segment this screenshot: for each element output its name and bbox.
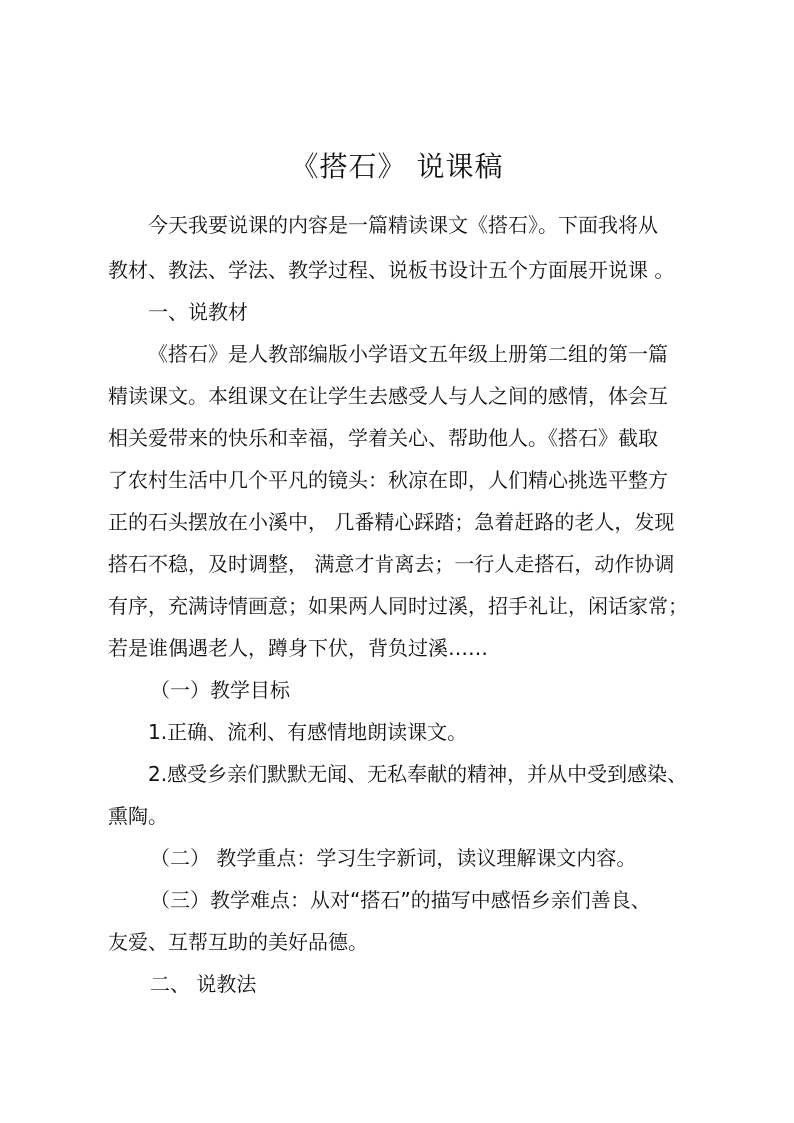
paragraph-line: 正的石头摆放在小溪中， 几番精心踩踏；急着赶路的老人，发现 [108, 510, 675, 534]
paragraph-line: 若是谁偶遇老人，蹲身下伏，背负过溪…… [108, 636, 488, 660]
section-heading: 一、说教材 [148, 300, 248, 324]
paragraph-line: 有序，充满诗情画意；如果两人同时过溪，招手礼让，闲话家常； [108, 594, 688, 618]
paragraph-line: 了农村生活中几个平凡的镜头：秋凉在即，人们精心挑选平整方 [108, 468, 668, 492]
list-item: 1.正确、流利、有感情地朗读课文。 [148, 720, 468, 744]
paragraph-line: 搭石不稳，及时调整， 满意才肯离去；一行人走搭石，动作协调 [108, 552, 675, 576]
paragraph-line: 相关爱带来的快乐和幸福，学着关心、帮助他人。《搭石》截取 [108, 426, 658, 450]
paragraph-line: 教材、教法、学法、教学过程、说板书设计五个方面展开说课 。 [108, 258, 675, 282]
paragraph-line: 《搭石》是人教部编版小学语文五年级上册第二组的第一篇 [148, 342, 668, 366]
list-item: 2.感受乡亲们默默无闻、无私奉献的精神，并从中受到感染、 [148, 762, 688, 786]
subsection-heading: （三）教学难点：从对“搭石”的描写中感悟乡亲们善良、 [150, 888, 651, 912]
list-item-continuation: 熏陶。 [108, 804, 168, 828]
paragraph-line: 友爱、互帮互助的美好品德。 [108, 930, 368, 954]
subsection-heading: （一）教学目标 [150, 678, 290, 702]
paragraph-line: 今天我要说课的内容是一篇精读课文《搭石》。下面我将从 [148, 213, 658, 237]
subsection-heading: （二） 教学重点：学习生字新词，读议理解课文内容。 [150, 846, 637, 870]
paragraph-line: 精读课文。本组课文在让学生去感受人与人之间的感情，体会互 [108, 384, 668, 408]
section-heading: 二、 说教法 [150, 972, 257, 996]
document-title: 《搭石》 说课稿 [290, 150, 504, 183]
